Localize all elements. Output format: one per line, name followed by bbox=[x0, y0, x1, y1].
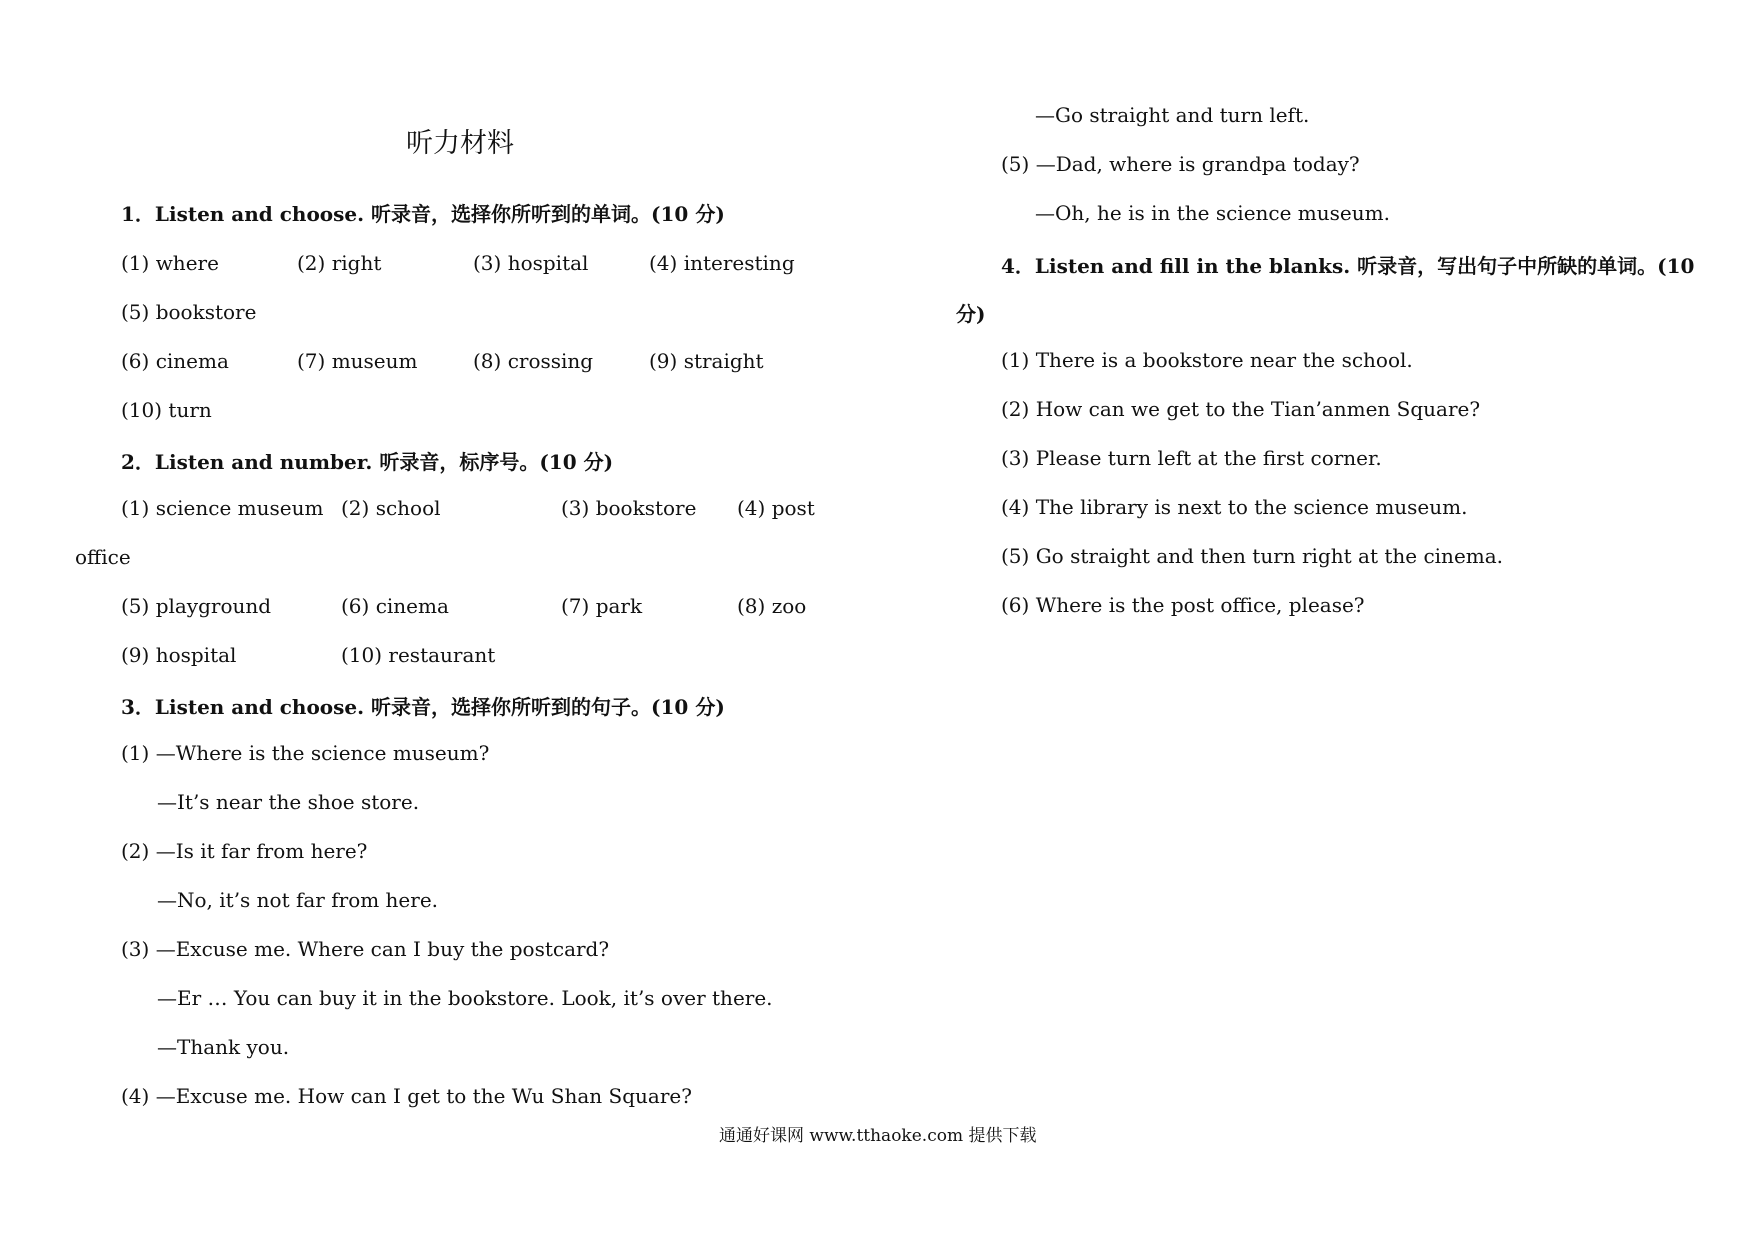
section1-item: (10) turn bbox=[121, 398, 212, 422]
blank-sentence: (4) The library is next to the science museum. bbox=[1001, 495, 1468, 519]
dialogue-line: —Thank you. bbox=[157, 1035, 290, 1059]
section2-item: (10) restaurant bbox=[341, 643, 496, 667]
blank-sentence: (5) Go straight and then turn right at the cinema. bbox=[1001, 544, 1504, 568]
section4-heading: 4．Listen and fill in the blanks. 听录音，写出句子中所缺的单词。(10 bbox=[1001, 254, 1695, 278]
section1-item: (7) museum bbox=[297, 349, 418, 373]
section3-heading: 3．Listen and choose. 听录音，选择你所听到的句子。(10 分) bbox=[121, 695, 725, 719]
section1-item: (8) crossing bbox=[473, 349, 594, 373]
section2-item: (1) science museum bbox=[121, 496, 324, 520]
dialogue-line: (1) —Where is the science museum? bbox=[121, 741, 490, 765]
dialogue-line: —No, it’s not far from here. bbox=[157, 888, 439, 912]
dialogue-line: (5) —Dad, where is grandpa today? bbox=[1001, 152, 1360, 176]
section4-heading-continued: 分) bbox=[956, 302, 986, 326]
section2-item: (4) post bbox=[737, 496, 815, 520]
section1-item: (6) cinema bbox=[121, 349, 229, 373]
page-title: 听力材料 bbox=[406, 128, 514, 159]
section2-item: office bbox=[75, 545, 131, 569]
dialogue-line: —It’s near the shoe store. bbox=[157, 790, 420, 814]
section2-heading: 2．Listen and number. 听录音，标序号。(10 分) bbox=[121, 450, 614, 474]
footer-credit: 通通好课网 www.tthaoke.com 提供下载 bbox=[719, 1126, 1037, 1146]
dialogue-line: —Er … You can buy it in the bookstore. Look, it’s over there. bbox=[157, 986, 773, 1010]
section2-item: (5) playground bbox=[121, 594, 272, 618]
section1-item: (3) hospital bbox=[473, 251, 589, 275]
blank-sentence: (1) There is a bookstore near the school. bbox=[1001, 348, 1413, 372]
section2-item: (9) hospital bbox=[121, 643, 237, 667]
section2-item: (6) cinema bbox=[341, 594, 449, 618]
blank-sentence: (6) Where is the post office, please? bbox=[1001, 593, 1365, 617]
section1-item: (2) right bbox=[297, 251, 382, 275]
section2-item: (2) school bbox=[341, 496, 441, 520]
section2-item: (8) zoo bbox=[737, 594, 807, 618]
section1-item: (5) bookstore bbox=[121, 300, 257, 324]
section1-heading: 1．Listen and choose. 听录音，选择你所听到的单词。(10 分) bbox=[121, 202, 725, 226]
blank-sentence: (2) How can we get to the Tian’anmen Square? bbox=[1001, 397, 1481, 421]
section1-item: (1) where bbox=[121, 251, 219, 275]
dialogue-line: (3) —Excuse me. Where can I buy the postcard? bbox=[121, 937, 610, 961]
section2-item: (7) park bbox=[561, 594, 643, 618]
section1-item: (4) interesting bbox=[649, 251, 795, 275]
section1-item: (9) straight bbox=[649, 349, 764, 373]
section2-item: (3) bookstore bbox=[561, 496, 697, 520]
blank-sentence: (3) Please turn left at the first corner. bbox=[1001, 446, 1382, 470]
dialogue-line: —Oh, he is in the science museum. bbox=[1035, 201, 1390, 225]
dialogue-line: (2) —Is it far from here? bbox=[121, 839, 368, 863]
dialogue-line: (4) —Excuse me. How can I get to the Wu Shan Square? bbox=[121, 1084, 692, 1108]
dialogue-line: —Go straight and turn left. bbox=[1035, 103, 1310, 127]
